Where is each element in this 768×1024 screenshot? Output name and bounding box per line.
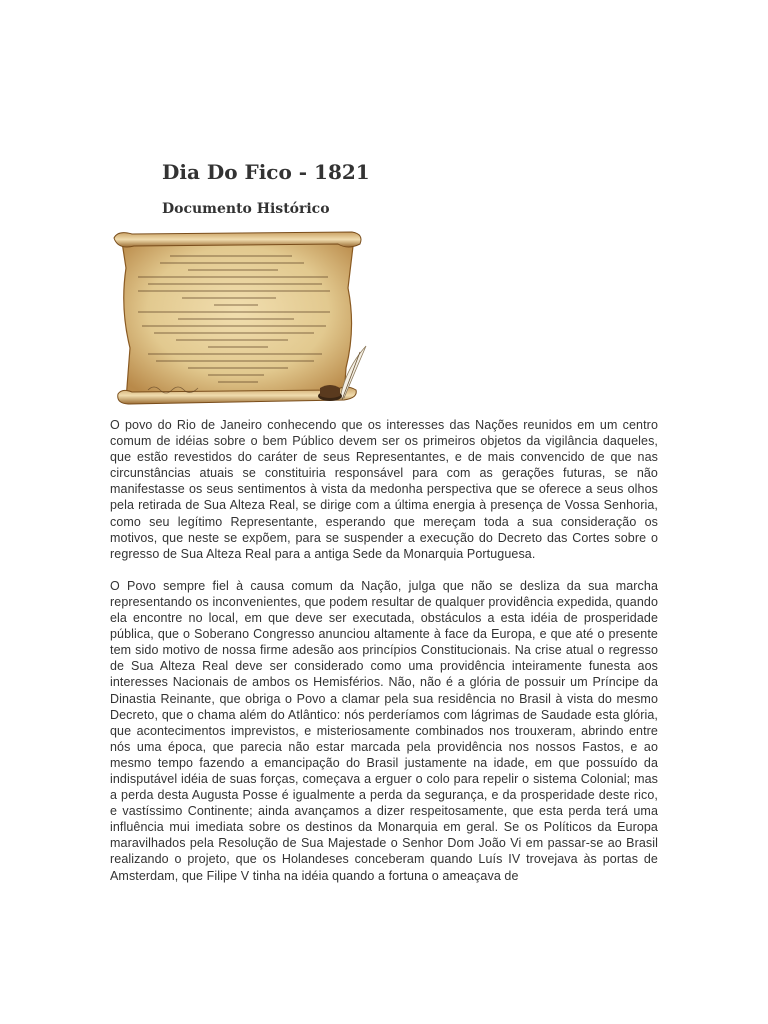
paragraph: O povo do Rio de Janeiro conhecendo que os interesses das Nações reunidos em um centro comum de idéias sobre o bem Público devem ser os primeiros objetos da vigilância daqueles, que estão revestidos do caráter de seus Representantes, e de mais convencido de que nas circunstâncias atuais se constituiria responsável para com as gerações futuras, se não manifestasse os seus sentimentos à vista da medonha perspectiva que se oferece a seus olhos pela retirada de Sua Alteza Real, se dirige com a última energia à presença de Vossa Senhoria, como seu legítimo Representante, esperando que mereçam toda a sua consideração os motivos, que neste se expõem, para se suspender a execução do Decreto das Cortes sobre o regresso de Sua Alteza Real para a antiga Sede da Monarquia Portuguesa. (110, 418, 658, 561)
page-title: Dia Do Fico - 1821 (162, 160, 370, 184)
document-body (110, 417, 658, 900)
page-subtitle: Documento Histórico (162, 201, 330, 217)
parchment-scroll-with-quill-icon (108, 228, 368, 408)
paragraph: O Povo sempre fiel à causa comum da Nação, julga que não se desliza da sua marcha representando os inconvenientes, que podem resultar de qualquer providência expedida, quando ela encontre no local, em que deve ser executada, obstáculos a esta idéia de prosperidade pública, que o Soberano Congresso anunciou altamente à face da Europa, e que até o presente tem sido motivo de nossa firme adesão aos princípios Constitucionais. Na crise atual o regresso de Sua Alteza Real deve ser considerado como uma providência inteiramente funesta aos interesses Nacionais de ambos os Hemisférios. Não, não é a glória de possuir um Príncipe da Dinastia Reinante, que obriga o Povo a clamar pela sua residência no Brasil à vista do mesmo Decreto, que o chama além do Atlântico: nós perderíamos com lágrimas de Saudade esta glória, que acontecimentos imprevistos, e misteriosamente combinados nos trouxeram, abrindo entre nós uma época, que parecia não estar marcada pela providência nos nossos Fastos, e ao mesmo tempo fazendo a emancipação do Brasil justamente na idade, em que possuído da indisputável idéia de suas forças, começava a erguer o colo para repelir o sistema Colonial; mas a perda desta Augusta Posse é igualmente a perda da segurança, e da prosperidade deste rico, e vastíssimo Continente; ainda avançamos a dizer respeitosamente, que esta perda terá uma influência mui imediata sobre os destinos da Monarquia em geral. Se os Políticos da Europa maravilhados pela Resolução de Sua Majestade o Senhor Dom João Vi em passar-se ao Brasil realizando o projeto, que os Holandeses conceberam quando Luís IV trovejava às portas de Amsterdam, que Filipe V tinha na idéia quando a fortuna o ameaçava de (110, 578, 658, 883)
